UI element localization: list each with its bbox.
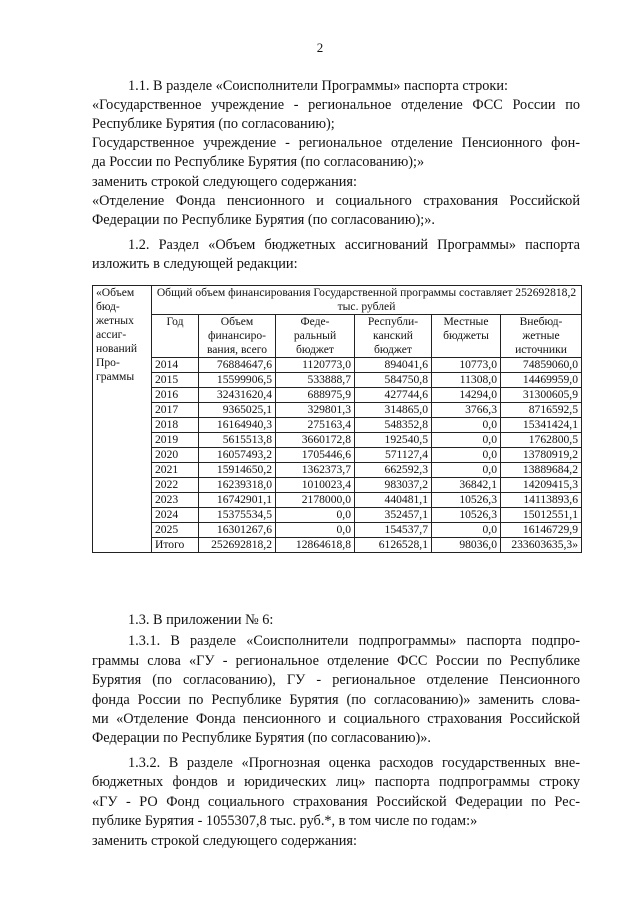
- column-header: Республи- канский бюджет: [355, 315, 432, 358]
- value-cell: 571127,4: [355, 448, 432, 463]
- value-cell: 16301267,6: [199, 523, 276, 538]
- year-cell: 2019: [152, 433, 199, 448]
- value-cell: 1362373,7: [276, 463, 355, 478]
- year-cell: 2015: [152, 373, 199, 388]
- year-cell: 2018: [152, 418, 199, 433]
- value-cell: 14113893,6: [501, 493, 582, 508]
- value-cell: 15341424,1: [501, 418, 582, 433]
- table-row: [93, 373, 582, 388]
- value-cell: 0,0: [432, 418, 501, 433]
- value-cell: 329801,3: [276, 403, 355, 418]
- value-cell: 275163,4: [276, 418, 355, 433]
- value-cell: 1705446,6: [276, 448, 355, 463]
- table-row: [93, 358, 582, 373]
- value-cell: 9365025,1: [199, 403, 276, 418]
- text-line: изложить в следующей редакции:: [92, 256, 298, 272]
- value-cell: 0,0: [432, 433, 501, 448]
- table-row: [93, 433, 582, 448]
- value-cell: 16146729,9: [501, 523, 582, 538]
- value-cell: 0,0: [276, 508, 355, 523]
- value-cell: 16164940,3: [199, 418, 276, 433]
- text-line: Республике Бурятия (по согласованию);: [92, 116, 335, 132]
- value-cell: 548352,8: [355, 418, 432, 433]
- value-cell: 427744,6: [355, 388, 432, 403]
- financing-table-body: [93, 286, 582, 553]
- value-cell: 0,0: [432, 463, 501, 478]
- value-cell: 688975,9: [276, 388, 355, 403]
- column-header: Объем финансиро- вания, всего: [199, 315, 276, 358]
- value-cell: 352457,1: [355, 508, 432, 523]
- table-row: [93, 493, 582, 508]
- value-cell: 15599906,5: [199, 373, 276, 388]
- value-cell: 3766,3: [432, 403, 501, 418]
- table-row: [93, 448, 582, 463]
- text-line: Государственное учреждение - региональное отделение Пенсионного фон-: [92, 135, 580, 151]
- text-line: публике Бурятия - 1055307,8 тыс. руб.*, в том числе по годам:»: [92, 813, 478, 829]
- value-cell: 98036,0: [432, 538, 501, 553]
- row-label-cell: «Объем бюд- жетных ассиг- нований Про- граммы: [93, 286, 152, 553]
- year-cell: 2017: [152, 403, 199, 418]
- table-row: [93, 403, 582, 418]
- year-cell: 2020: [152, 448, 199, 463]
- paragraph-1-3-1: 1.3.1. В разделе «Соисполнители подпрограммы» паспорта подпро-: [128, 633, 580, 649]
- value-cell: 1120773,0: [276, 358, 355, 373]
- year-cell: 2023: [152, 493, 199, 508]
- text-line: заменить строкой следующего содержания:: [92, 174, 357, 190]
- value-cell: 31300605,9: [501, 388, 582, 403]
- value-cell: 16239318,0: [199, 478, 276, 493]
- value-cell: 8716592,5: [501, 403, 582, 418]
- year-cell: 2022: [152, 478, 199, 493]
- value-cell: 0,0: [432, 448, 501, 463]
- value-cell: 192540,5: [355, 433, 432, 448]
- table-row: [93, 418, 582, 433]
- text-line: Федерации по Республике Бурятия (по согласованию)».: [92, 730, 431, 746]
- value-cell: 154537,7: [355, 523, 432, 538]
- value-cell: 10526,3: [432, 493, 501, 508]
- text-line: да России по Республике Бурятия (по согласованию);»: [92, 154, 425, 170]
- value-cell: 11308,0: [432, 373, 501, 388]
- value-cell: 74859060,0: [501, 358, 582, 373]
- text-line: Бурятия (по согласованию), ГУ - региональное отделение Пенсионного: [92, 672, 580, 688]
- value-cell: 76884647,6: [199, 358, 276, 373]
- table-row: [93, 388, 582, 403]
- column-header: Местные бюджеты: [432, 315, 501, 358]
- value-cell: 440481,1: [355, 493, 432, 508]
- value-cell: 662592,3: [355, 463, 432, 478]
- year-cell: 2025: [152, 523, 199, 538]
- value-cell: 6126528,1: [355, 538, 432, 553]
- table-row: [93, 508, 582, 523]
- table-row: [93, 538, 582, 553]
- paragraph-1-3-2: 1.3.2. В разделе «Прогнозная оценка расходов государственных вне-: [128, 755, 580, 771]
- value-cell: 983037,2: [355, 478, 432, 493]
- value-cell: 15914650,2: [199, 463, 276, 478]
- value-cell: 233603635,3»: [501, 538, 582, 553]
- table-row: [93, 463, 582, 478]
- page-number: 2: [316, 40, 324, 55]
- value-cell: 5615513,8: [199, 433, 276, 448]
- paragraph-1-3: 1.3. В приложении № 6:: [128, 612, 274, 628]
- text-line: бюджетных фондов и юридических лиц» паспорта подпрограммы строку: [92, 774, 580, 790]
- column-header-row: [93, 315, 582, 358]
- year-cell: 2024: [152, 508, 199, 523]
- value-cell: 0,0: [432, 523, 501, 538]
- year-cell: 2016: [152, 388, 199, 403]
- value-cell: 533888,7: [276, 373, 355, 388]
- paragraph-1-1: 1.1. В разделе «Соисполнители Программы» паспорта строки:: [128, 78, 508, 94]
- value-cell: 0,0: [276, 523, 355, 538]
- text-line: Федерации по Республике Бурятия (по согласованию);».: [92, 212, 435, 228]
- year-cell: 2021: [152, 463, 199, 478]
- value-cell: 14469959,0: [501, 373, 582, 388]
- value-cell: 10526,3: [432, 508, 501, 523]
- value-cell: 252692818,2: [199, 538, 276, 553]
- text-line: фонда России по Республике Бурятия (по согласованию)» заменить слова-: [92, 692, 580, 708]
- table-title-cell: Общий объем финансирования Государственной программы составляет 252692818,2 тыс. рублей: [152, 286, 582, 315]
- text-line: граммы слова «ГУ - региональное отделение ФСС России по Республике: [92, 653, 580, 669]
- text-line: заменить строкой следующего содержания:: [92, 833, 357, 849]
- value-cell: 12864618,8: [276, 538, 355, 553]
- value-cell: 314865,0: [355, 403, 432, 418]
- value-cell: 584750,8: [355, 373, 432, 388]
- table-row: [93, 478, 582, 493]
- value-cell: 2178000,0: [276, 493, 355, 508]
- value-cell: 10773,0: [432, 358, 501, 373]
- value-cell: 15375534,5: [199, 508, 276, 523]
- financing-table: [92, 285, 582, 553]
- year-cell: Итого: [152, 538, 199, 553]
- value-cell: 15012551,1: [501, 508, 582, 523]
- value-cell: 13780919,2: [501, 448, 582, 463]
- table-row: [93, 523, 582, 538]
- text-line: «ГУ - РО Фонд социального страхования Российской Федерации по Рес-: [92, 794, 580, 810]
- text-line: «Государственное учреждение - региональное отделение ФСС России по: [92, 97, 580, 113]
- column-header: Феде- ральный бюджет: [276, 315, 355, 358]
- year-cell: 2014: [152, 358, 199, 373]
- value-cell: 894041,6: [355, 358, 432, 373]
- value-cell: 3660172,8: [276, 433, 355, 448]
- paragraph-1-2: 1.2. Раздел «Объем бюджетных ассигнований Программы» паспорта: [128, 237, 580, 253]
- value-cell: 1762800,5: [501, 433, 582, 448]
- value-cell: 1010023,4: [276, 478, 355, 493]
- text-line: ми «Отделение Фонда пенсионного и социального страхования Российской: [92, 711, 580, 727]
- table-header-row: [93, 286, 582, 315]
- value-cell: 16742901,1: [199, 493, 276, 508]
- text-line: «Отделение Фонда пенсионного и социального страхования Российской: [92, 193, 580, 209]
- value-cell: 16057493,2: [199, 448, 276, 463]
- value-cell: 32431620,4: [199, 388, 276, 403]
- value-cell: 36842,1: [432, 478, 501, 493]
- value-cell: 14294,0: [432, 388, 501, 403]
- value-cell: 14209415,3: [501, 478, 582, 493]
- value-cell: 13889684,2: [501, 463, 582, 478]
- column-header: Внебюд- жетные источники: [501, 315, 582, 358]
- column-header: Год: [152, 315, 199, 358]
